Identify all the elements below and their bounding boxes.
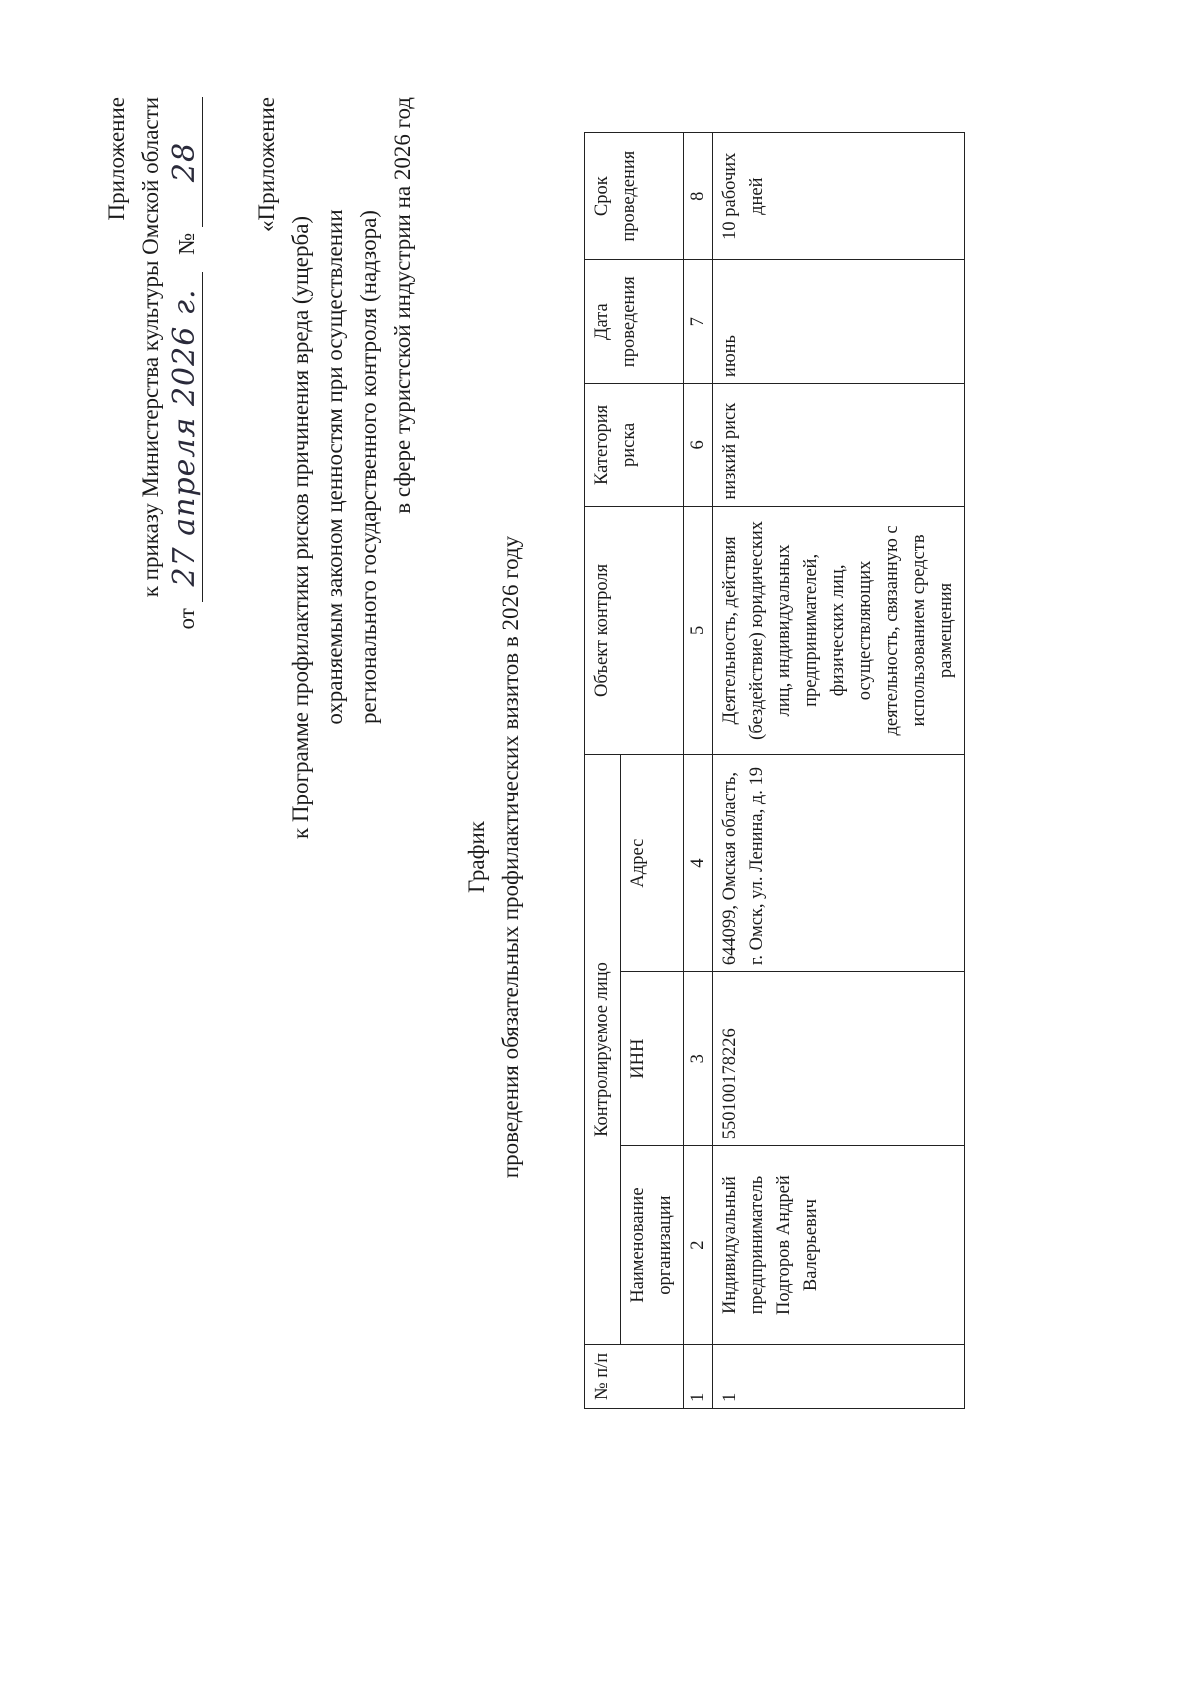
order-number-handwritten: 28 [168, 97, 203, 227]
program-appendix: «Приложение [254, 97, 279, 232]
row-object: Деятельность, действия (бездействие) юридических лиц, индивидуальных предпринимателей, физических лиц, осуществляющих деятельность, связанную с использованием средств размещения [713, 506, 965, 754]
program-line: регионального государственного контроля (надзора) [356, 210, 381, 724]
col-num-2: 2 [684, 1146, 713, 1345]
appendix-label: Приложение [104, 97, 129, 221]
header-risk: Категория риска [585, 384, 684, 507]
col-num-7: 7 [684, 260, 713, 384]
col-num-6: 6 [684, 384, 713, 507]
program-line: в сфере туристской индустрии на 2026 год [390, 97, 415, 514]
program-block [250, 97, 420, 837]
header-no: № п/п [585, 1344, 684, 1408]
visits-schedule-table [584, 132, 965, 1409]
header-address: Адрес [621, 755, 684, 972]
number-sign: № [174, 232, 199, 255]
col-num-1: 1 [684, 1344, 713, 1408]
title-main: График [464, 821, 489, 893]
document-title [460, 357, 528, 1357]
program-line: к Программе профилактики рисков причинения вреда (ущерба) [288, 215, 313, 839]
header-term: Срок проведения [585, 133, 684, 260]
col-num-8: 8 [684, 133, 713, 260]
program-line: охраняемым законом ценностям при осуществлении [322, 209, 347, 725]
header-date: Дата проведения [585, 260, 684, 384]
title-sub: проведения обязательных профилактических визитов в 2026 году [498, 535, 523, 1179]
header-controlled: Контролируемое лицо [585, 755, 621, 1345]
order-line: к приказу Министерства культуры Омской области [138, 97, 163, 598]
row-address: 644099, Омская область, г. Омск, ул. Ленина, д. 19 [713, 755, 965, 972]
header-object: Объект контроля [585, 506, 684, 754]
row-risk: низкий риск [713, 384, 965, 507]
order-header [100, 97, 204, 697]
row-inn: 550100178226 [713, 972, 965, 1146]
table-row [713, 133, 965, 1409]
header-inn: ИНН [621, 972, 684, 1146]
row-no: 1 [713, 1344, 965, 1408]
col-num-4: 4 [684, 755, 713, 972]
row-term: 10 рабочих дней [713, 133, 965, 260]
row-date: июнь [713, 260, 965, 384]
order-date-line [168, 97, 204, 697]
row-org-name: Индивидуальный предприниматель Подгоров Андрей Валерьевич [713, 1146, 965, 1345]
col-num-3: 3 [684, 972, 713, 1146]
col-num-5: 5 [684, 506, 713, 754]
header-org-name: Наименование организации [621, 1146, 684, 1345]
order-date-handwritten: 27 апреля 2026 г. [168, 272, 203, 602]
column-number-row [684, 133, 713, 1409]
from-prefix: от [174, 608, 199, 630]
header-row [585, 133, 621, 1409]
